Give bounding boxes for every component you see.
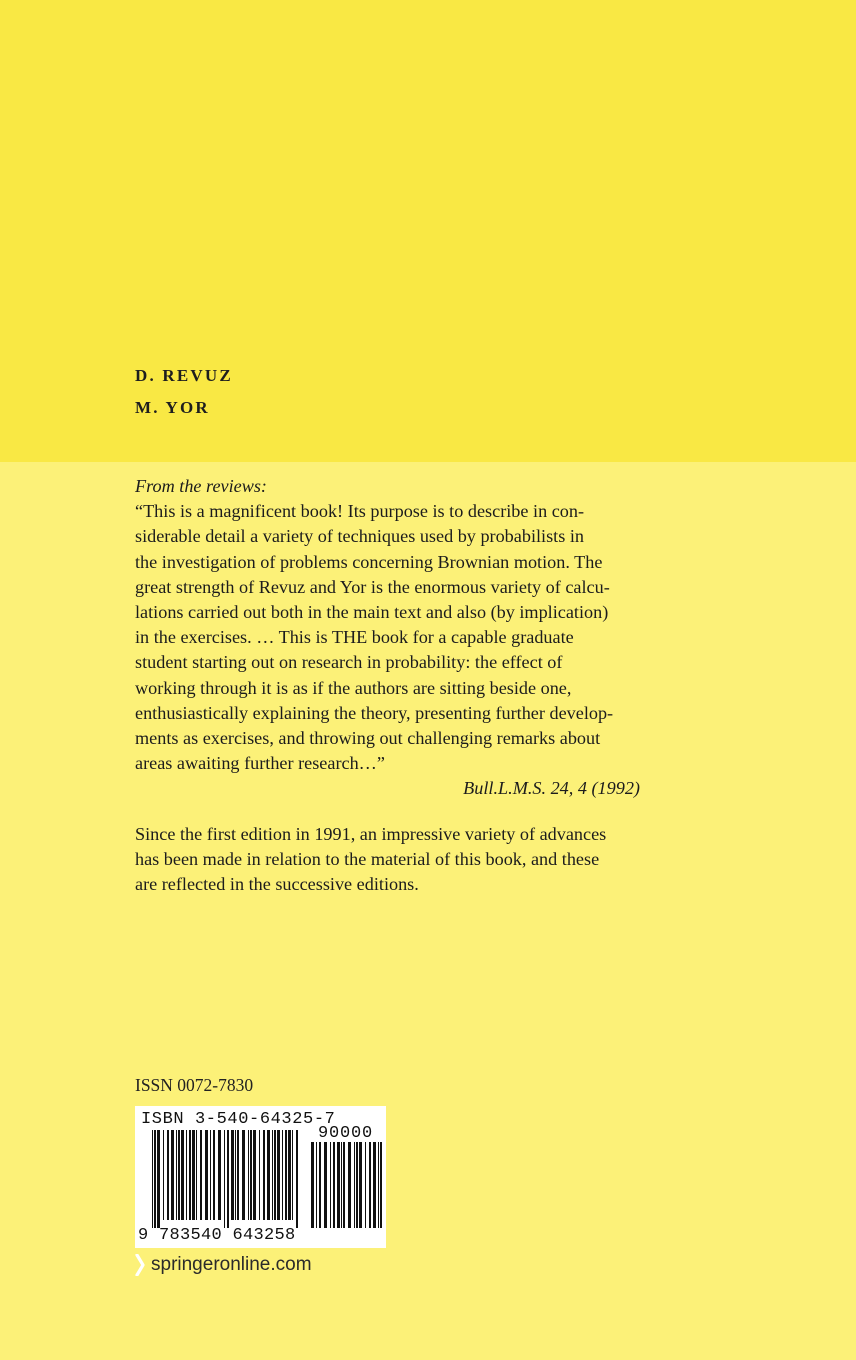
review-line: student starting out on research in probability: the effect of (135, 652, 563, 673)
review-line: lations carried out both in the main text and also (by implication) (135, 602, 609, 623)
publisher-website[interactable] (135, 1254, 312, 1276)
addon-code: 90000 (318, 1124, 374, 1143)
review-line: ments as exercises, and throwing out challenging remarks about (135, 728, 601, 749)
ean-number: 9 783540 643258 (138, 1226, 296, 1245)
review-source: Bull.L.M.S. 24, 4 (1992) (463, 778, 640, 799)
review-line: in the exercises. … This is THE book for a capable graduate (135, 627, 574, 648)
cover-top-band (0, 0, 856, 462)
review-line: working through it is as if the authors are sitting beside one, (135, 677, 572, 698)
reviews-intro: From the reviews: (135, 476, 267, 496)
reviews-section (135, 474, 665, 802)
website-label: springeronline.com (151, 1254, 312, 1275)
author-yor: M. YOR (135, 398, 210, 417)
review-line: siderable detail a variety of techniques used by probabilists in (135, 526, 585, 547)
issn-number: ISSN 0072-7830 (135, 1075, 254, 1095)
review-line: “This is a magnificent book! Its purpose is to describe in con- (135, 501, 585, 522)
description-line: are reflected in the successive editions. (135, 874, 419, 895)
review-line: the investigation of problems concerning Brownian motion. The (135, 551, 603, 572)
review-line: enthusiastically explaining the theory, presenting further develop- (135, 702, 614, 723)
chevron-right-icon (135, 1254, 145, 1276)
description-line: has been made in relation to the material of this book, and these (135, 849, 600, 870)
isbn-barcode (135, 1106, 386, 1248)
description-line: Since the first edition in 1991, an impressive variety of advances (135, 824, 607, 844)
review-line: areas awaiting further research…” (135, 753, 385, 774)
review-line: great strength of Revuz and Yor is the enormous variety of calcu- (135, 576, 610, 597)
author-revuz: D. REVUZ (135, 366, 233, 385)
isbn-label: ISBN 3-540-64325-7 (141, 1110, 336, 1129)
description-section (135, 822, 665, 898)
